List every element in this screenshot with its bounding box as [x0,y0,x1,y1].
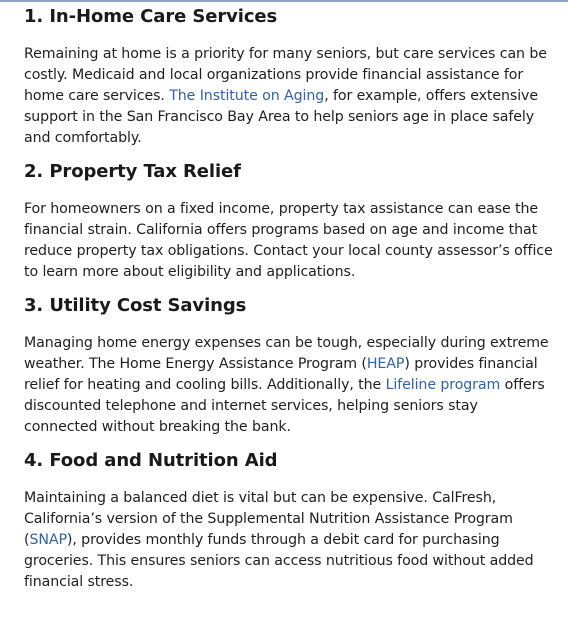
section-paragraph [24,199,554,283]
heap-link[interactable]: HEAP [366,356,405,372]
section-in-home-care [24,5,554,149]
paragraph-text: offers discounted telephone and internet services, helping seniors stay connected without breaking the bank. [24,377,545,435]
top-divider [0,0,568,2]
institute-on-aging-link[interactable]: The Institute on Aging [169,88,325,104]
paragraph-text: Maintaining a balanced diet is vital but can be expensive. CalFresh, California’s version of the Supplemental Nutrition Assistance Program ( [24,490,513,548]
section-paragraph [24,333,554,438]
snap-link[interactable]: SNAP [29,532,67,548]
paragraph-text: ) provides financial relief for heating and cooling bills. Additionally, the [24,356,538,393]
paragraph-text: Remaining at home is a priority for many seniors, but care services can be costly. Medicaid and local organizations provide financial assistance for home care services. [24,46,547,104]
section-utility-savings [24,294,554,438]
section-heading: 3. Utility Cost Savings [24,295,247,316]
section-heading: 1. In-Home Care Services [24,6,278,27]
section-property-tax [24,160,554,283]
section-heading: 4. Food and Nutrition Aid [24,450,278,471]
article-content [24,5,554,604]
lifeline-program-link[interactable]: Lifeline program [385,377,501,393]
section-food-nutrition [24,449,554,593]
section-paragraph [24,488,554,593]
section-paragraph [24,44,554,149]
paragraph-text: Managing home energy expenses can be tough, especially during extreme weather. The Home Energy Assistance Program ( [24,335,549,372]
paragraph-text: , for example, offers extensive support in the San Francisco Bay Area to help seniors age in place safely and comfortably. [24,88,538,146]
paragraph-text: For homeowners on a fixed income, property tax assistance can ease the financial strain. California offers programs based on age and income that reduce property tax obligations. Contact your local county assessor’s office to learn more about eligibility and applications. [24,201,553,280]
paragraph-text: ), provides monthly funds through a debit card for purchasing groceries. This ensures seniors can access nutritious food without added financial stress. [24,532,534,590]
section-heading: 2. Property Tax Relief [24,161,241,182]
